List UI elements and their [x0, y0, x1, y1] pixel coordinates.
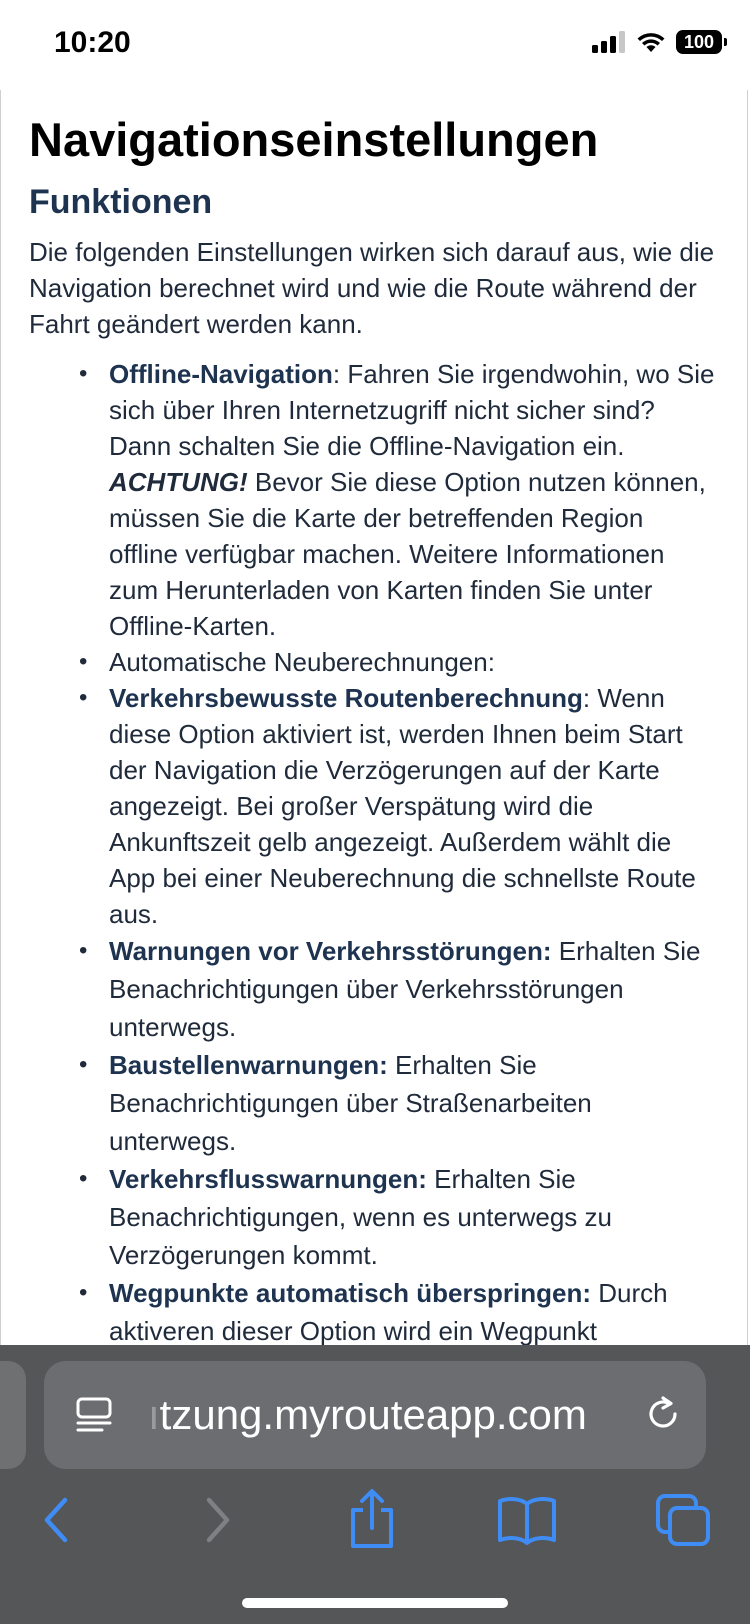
feature-term: Offline-Navigation — [109, 359, 333, 389]
page-title: Navigationseinstellungen — [29, 113, 599, 166]
bookmarks-button[interactable] — [492, 1485, 562, 1555]
battery-icon: 100 — [676, 30, 722, 54]
status-bar — [0, 0, 750, 90]
feature-text: : Wenn diese Option aktiviert ist, werden Ihnen beim Start der Navigation die Verzögerungen auf der Karte angezeigt. Bei großer Verspätung wird die Ankunftszeit gelb angezeigt. Außerdem wählt die App bei einer Neuberechnung die schnellste Route aus. — [109, 683, 696, 929]
list-item-auto-recalc — [109, 644, 717, 680]
feature-text: Erhalten Sie Benachrichtigungen über Verkehrsstörungen unterwegs. — [109, 936, 701, 1042]
list-item-traffic-warnings — [109, 932, 717, 1046]
list-item-offline-navigation — [109, 356, 717, 644]
list-item-traffic-flow-warnings — [109, 1160, 717, 1274]
tabs-button[interactable] — [648, 1485, 718, 1555]
back-button[interactable] — [22, 1485, 92, 1555]
wifi-icon — [636, 31, 666, 53]
reader-mode-icon[interactable] — [74, 1395, 114, 1435]
browser-bottom-bar — [0, 1345, 750, 1624]
reload-icon[interactable] — [642, 1393, 684, 1435]
status-time: 10:20 — [54, 26, 131, 59]
feature-term: Verkehrsflusswarnungen: — [109, 1164, 427, 1194]
forward-chevron-icon — [197, 1495, 237, 1545]
intro-paragraph: Die folgenden Einstellungen wirken sich darauf aus, wie die Navigation berechnet wird und wie die Route während der Fahrt geändert werden kann. — [29, 237, 715, 339]
url-text[interactable] — [148, 1391, 648, 1439]
status-icons — [592, 30, 722, 54]
feature-text: Automatische Neuberechnungen: — [109, 647, 495, 677]
tabs-icon — [654, 1492, 712, 1548]
forward-button[interactable] — [182, 1485, 252, 1555]
web-content[interactable] — [0, 90, 748, 1345]
list-item-traffic-routing — [109, 680, 717, 932]
list-item-roadwork-warnings — [109, 1046, 717, 1160]
feature-text: Durch aktiveren dieser Option wird ein Wegpunkt — [109, 1278, 668, 1345]
feature-text: Erhalten Sie Benachrichtigungen, wenn es unterwegs zu Verzögerungen kommt. — [109, 1164, 612, 1270]
share-button[interactable] — [337, 1485, 407, 1555]
feature-text: Bevor Sie diese Option nutzen können, müssen Sie die Karte der betreffenden Region offline verfügbar machen. Weitere Informationen zum Herunterladen von Karten finden Sie unter Offline-Karten. — [109, 467, 706, 641]
url-domain: tzung.myrouteapp.com — [159, 1391, 587, 1438]
feature-term: Wegpunkte automatisch überspringen: — [109, 1278, 592, 1308]
list-item-skip-waypoints — [109, 1274, 717, 1345]
feature-term: Baustellenwarnungen: — [109, 1050, 388, 1080]
feature-term: Warnungen vor Verkehrsstörungen: — [109, 936, 552, 966]
browser-toolbar — [0, 1485, 750, 1565]
cellular-signal-icon — [592, 31, 626, 53]
share-icon — [345, 1488, 399, 1552]
section-title: Funktionen — [29, 183, 213, 221]
url-fade-text: ı — [148, 1391, 160, 1438]
home-indicator[interactable] — [242, 1598, 508, 1608]
feature-term: Verkehrsbewusste Routenberechnung — [109, 683, 583, 713]
feature-text: Erhalten Sie Benachrichtigungen über Straßenarbeiten unterwegs. — [109, 1050, 592, 1156]
warning-text: ACHTUNG! — [109, 467, 248, 497]
feature-list — [1, 356, 717, 1345]
back-chevron-icon — [37, 1495, 77, 1545]
bookmarks-book-icon — [496, 1494, 558, 1546]
feature-text: : Fahren Sie irgendwohin, wo Sie sich über Ihren Internetzugriff nicht sicher sind? Dann schalten Sie die Offline-Navigation ein. — [109, 359, 715, 461]
address-bar[interactable] — [44, 1361, 706, 1469]
previous-tab-peek[interactable] — [0, 1361, 26, 1469]
